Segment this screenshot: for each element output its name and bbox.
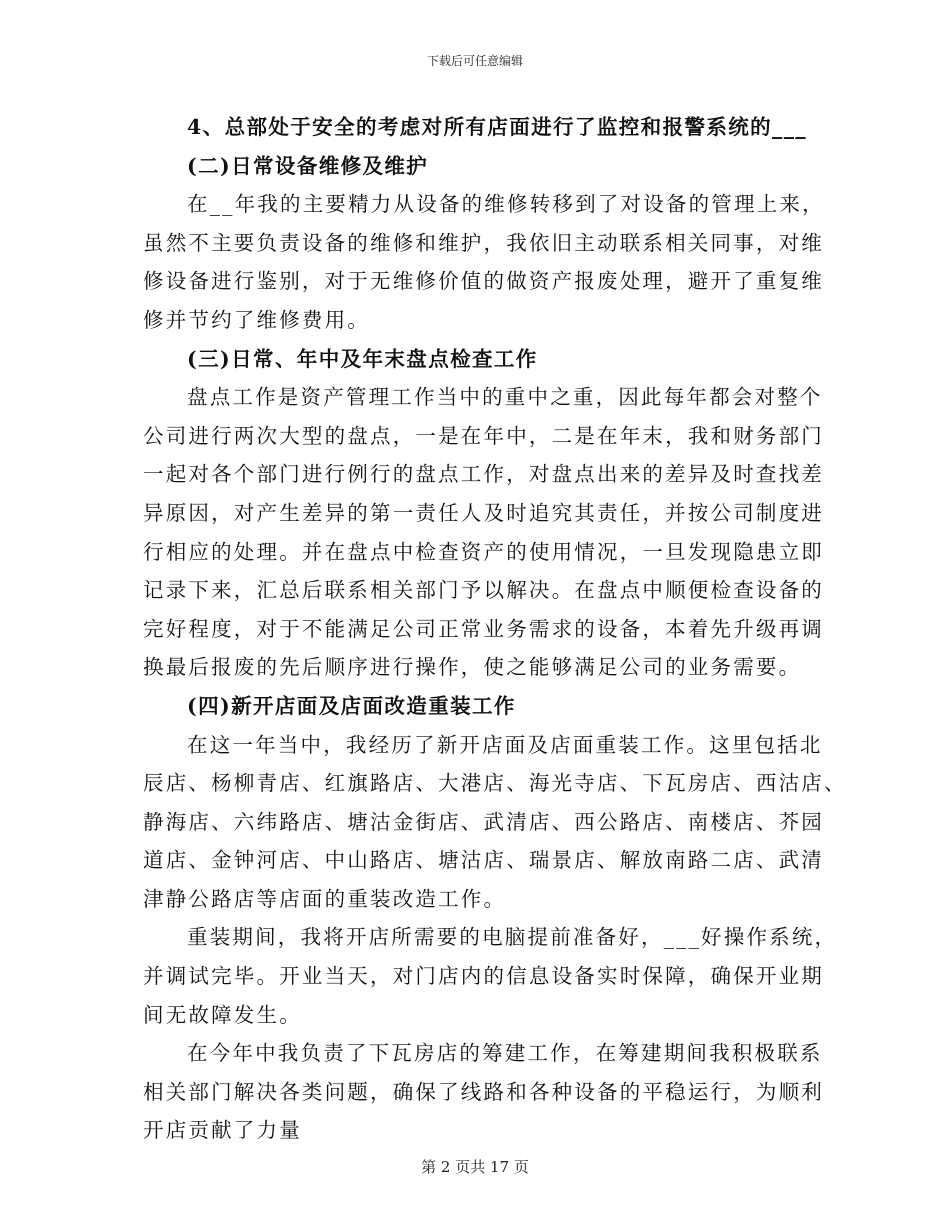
text-line: 津静公路店等店面的重装改造工作。 — [143, 886, 507, 911]
text-line: 修并节约了维修费用。 — [143, 307, 370, 332]
section-heading: 4、总部处于安全的考虑对所有店面进行了监控和报警系统的___ — [187, 115, 808, 139]
text-line: 记录下来，汇总后联系相关部门予以解决。在盘点中顺便检查设备的 — [143, 578, 824, 603]
text-line: 在这一年当中，我经历了新开店面及店面重装工作。这里包括北 — [187, 732, 823, 757]
text-line: 一起对各个部门进行例行的盘点工作，对盘点出来的差异及时查找差 — [143, 462, 824, 487]
text-line: 完好程度，对于不能满足公司正常业务需求的设备，本着先升级再调 — [143, 616, 824, 641]
text-line: 间无故障发生。 — [143, 1002, 302, 1027]
text-line: 行相应的处理。并在盘点中检查资产的使用情况，一旦发现隐患立即 — [143, 539, 824, 564]
text-line: 修设备进行鉴别，对于无维修价值的做资产报废处理，避开了重复维 — [143, 269, 824, 294]
text-line: 换最后报废的先后顺序进行操作，使之能够满足公司的业务需要。 — [143, 655, 802, 680]
text-line: 静海店、六纬路店、塘沽金街店、武清店、西公路店、南楼店、芥园 — [143, 809, 824, 834]
text-line: 辰店、杨柳青店、红旗路店、大港店、海光寺店、下瓦房店、西沽店、 — [143, 771, 847, 796]
text-line: 在__年我的主要精力从设备的维修转移到了对设备的管理上来， — [187, 192, 825, 217]
text-line: 开店贡献了力量 — [143, 1118, 302, 1143]
text-line: 虽然不主要负责设备的维修和维护，我依旧主动联系相关同事，对维 — [143, 230, 824, 255]
section-heading: (四)新开店面及店面改造重装工作 — [187, 693, 516, 718]
document-body — [143, 108, 847, 1150]
page-header: 下载后可任意编辑 — [426, 54, 523, 68]
page-footer: 第 2 页共 17 页 — [421, 1158, 529, 1176]
text-line: 公司进行两次大型的盘点，一是在年中，二是在年末，我和财务部门 — [143, 423, 824, 448]
text-line: 重装期间，我将开店所需要的电脑提前准备好，___好操作系统， — [187, 925, 838, 950]
text-line: 相关部门解决各类问题，确保了线路和各种设备的平稳运行，为顺利 — [143, 1079, 824, 1104]
text-line: 盘点工作是资产管理工作当中的重中之重，因此每年都会对整个 — [187, 385, 823, 410]
text-line: 并调试完毕。开业当天，对门店内的信息设备实时保障，确保开业期 — [143, 964, 824, 989]
text-line: 道店、金钟河店、中山路店、塘沽店、瑞景店、解放南路二店、武清 — [143, 848, 824, 873]
section-heading: (三)日常、年中及年末盘点检查工作 — [187, 346, 538, 371]
section-heading: (二)日常设备维修及维护 — [187, 153, 429, 178]
text-line: 异原因，对产生差异的第一责任人及时追究其责任，并按公司制度进 — [143, 500, 824, 525]
text-line: 在今年中我负责了下瓦房店的筹建工作，在筹建期间我积极联系 — [187, 1041, 823, 1066]
